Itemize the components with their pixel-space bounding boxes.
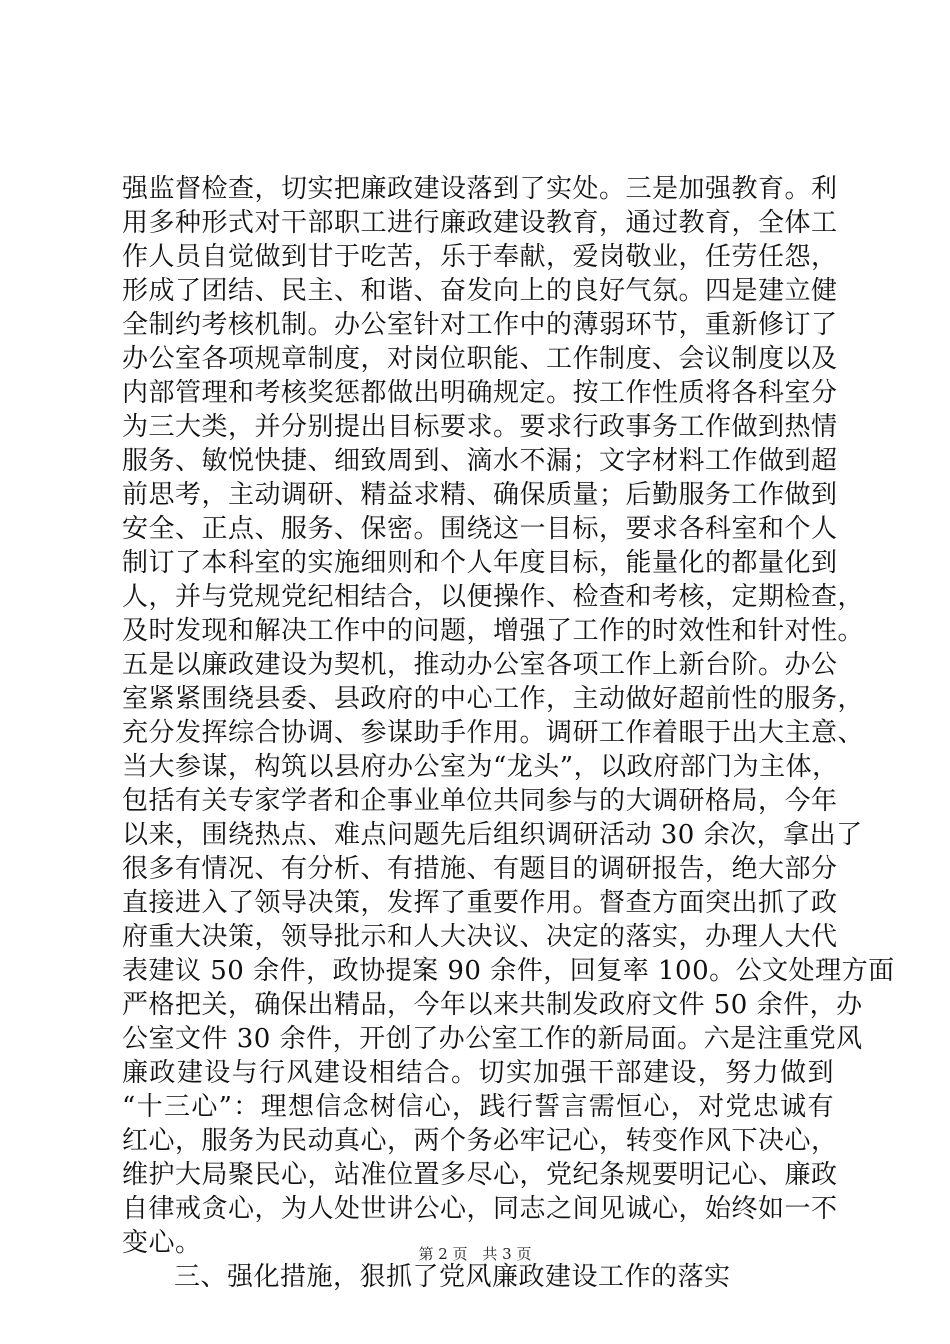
paragraph-line: 府重大决策，领导批示和人大决议、决定的落实，办理人大代 xyxy=(122,922,838,952)
paragraph-line: 很多有情况、有分析、有措施、有题目的调研报告，绝大部分 xyxy=(122,854,838,884)
paragraph-line: “十三心”：理想信念树信心，践行誓言需恒心，对党忠诚有 xyxy=(122,1092,834,1122)
paragraph-last-line: 变心。 xyxy=(122,1228,202,1258)
paragraph-line: 以来，围绕热点、难点问题先后组织调研活动 30 余次，拿出了 xyxy=(122,820,863,850)
paragraph-line: 廉政建设与行风建设相结合。切实加强干部建设，努力做到 xyxy=(122,1058,834,1088)
page-total: 共 3 页 xyxy=(482,1245,532,1263)
paragraph-line: 五是以廉政建设为契机，推动办公室各项工作上新台阶。办公 xyxy=(122,650,838,680)
paragraph-line: 严格把关，确保出精品，今年以来共制发政府文件 50 余件，办 xyxy=(122,990,863,1020)
paragraph-line: 公室文件 30 余件，开创了办公室工作的新局面。六是注重党风 xyxy=(122,1024,863,1054)
paragraph-line: 制订了本科室的实施细则和个人年度目标，能量化的都量化到 xyxy=(122,548,838,578)
page-number: 第 2 页 xyxy=(418,1245,468,1263)
paragraph-line: 及时发现和解决工作中的问题，增强了工作的时效性和针对性。 xyxy=(122,616,865,646)
paragraph-line: 为三大类，并分别提出目标要求。要求行政事务工作做到热情 xyxy=(122,412,838,442)
paragraph-line: 强监督检查，切实把廉政建设落到了实处。三是加强教育。利 xyxy=(122,174,838,204)
paragraph-line: 自律戒贪心，为人处世讲公心，同志之间见诚心，始终如一不 xyxy=(122,1194,838,1224)
paragraph-line: 人，并与党规党纪相结合，以便操作、检查和考核，定期检查， xyxy=(122,582,865,612)
body-text xyxy=(122,172,895,1294)
paragraph-line: 服务、敏悦快捷、细致周到、滴水不漏；文字材料工作做到超 xyxy=(122,446,838,476)
paragraph-line: 用多种形式对干部职工进行廉政建设教育，通过教育，全体工 xyxy=(122,208,838,238)
paragraph-line: 办公室各项规章制度，对岗位职能、工作制度、会议制度以及 xyxy=(122,344,838,374)
paragraph-line: 表建议 50 余件，政协提案 90 余件，回复率 100。公文处理方面 xyxy=(122,956,895,986)
paragraph-line: 充分发挥综合协调、参谋助手作用。调研工作着眼于出大主意、 xyxy=(122,718,865,748)
paragraph-line: 安全、正点、服务、保密。围绕这一目标，要求各科室和个人 xyxy=(122,514,838,544)
paragraph-line: 维护大局聚民心，站准位置多尽心，党纪条规要明记心、廉政 xyxy=(122,1160,838,1190)
paragraph-line: 内部管理和考核奖惩都做出明确规定。按工作性质将各科室分 xyxy=(122,378,838,408)
paragraph-line: 直接进入了领导决策，发挥了重要作用。督查方面突出抓了政 xyxy=(122,888,838,918)
paragraph-line: 红心，服务为民动真心，两个务必牢记心，转变作风下决心， xyxy=(122,1126,838,1156)
paragraph-line: 室紧紧围绕县委、县政府的中心工作，主动做好超前性的服务， xyxy=(122,684,865,714)
section-heading: 三、强化措施，狠抓了党风廉政建设工作的落实 xyxy=(174,1262,731,1292)
paragraph-line: 前思考，主动调研、精益求精、确保质量；后勤服务工作做到 xyxy=(122,480,838,510)
paragraph-line: 作人员自觉做到甘于吃苦，乐于奉献，爱岗敬业，任劳任怨， xyxy=(122,242,838,272)
paragraph-line: 全制约考核机制。办公室针对工作中的薄弱环节，重新修订了 xyxy=(122,310,838,340)
paragraph-line: 包括有关专家学者和企事业单位共同参与的大调研格局，今年 xyxy=(122,786,838,816)
paragraph-line: 形成了团结、民主、和谐、奋发向上的良好气氛。四是建立健 xyxy=(122,276,838,306)
page-footer xyxy=(0,1244,950,1264)
paragraph-line: 当大参谋，构筑以县府办公室为“龙头”，以政府部门为主体， xyxy=(122,752,839,782)
